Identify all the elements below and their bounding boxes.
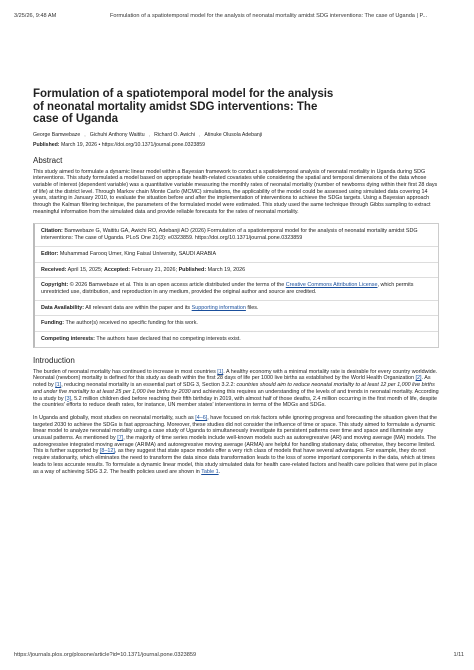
copyright-post: , which permits unrestricted use, distribution, and reproduction in any medium, provided the original author and source are credited. xyxy=(41,282,414,295)
table-1-link[interactable]: Table 1 xyxy=(201,468,219,475)
copyright-label: Copyright: xyxy=(41,282,69,289)
copyright-row xyxy=(35,277,438,299)
reference-link[interactable]: [7] xyxy=(117,435,124,442)
citation-label: Citation: xyxy=(41,228,63,235)
print-footer xyxy=(14,652,464,658)
funding-label: Funding: xyxy=(41,320,65,327)
author-list: George Bamwebaze , Gichuhi Anthony Waititu , Richard O. Awichi , Atinuke Olusola Adebanji xyxy=(33,131,263,138)
data-availability-label: Data Availability: xyxy=(41,304,85,311)
author-link[interactable]: Atinuke Olusola Adebanji xyxy=(204,131,263,138)
received-date: April 15, 2025; xyxy=(67,266,103,273)
received-label: Received: xyxy=(41,266,67,273)
reference-link[interactable]: [2] xyxy=(415,375,422,382)
published-label-2: Published: xyxy=(178,266,207,273)
publication-line: Published: March 19, 2026 • https://doi.org/10.1371/journal.pone.0323859 xyxy=(33,141,205,148)
introduction-heading: Introduction xyxy=(33,355,75,365)
dates-row xyxy=(35,262,438,278)
published-label: Published: xyxy=(33,141,60,148)
competing-interests-row xyxy=(35,331,438,347)
supporting-information-link[interactable]: Supporting information xyxy=(191,304,246,311)
data-availability-row xyxy=(35,300,438,316)
funding-text: The author(s) received no specific funding for this work. xyxy=(65,320,198,327)
published-date: March 19, 2026 xyxy=(60,141,98,148)
intro-paragraph-2: In Uganda and globally, most studies on neonatal mortality, such as [4–6], have focused on risk factors while ignoring progress and forecasting the situation given that the targeted 2030 to achieve the SDGs is fast approaching. Moreover, these studies did not consider the influence of time or space. This study aimed to formulate a dynamic linear model to analyze neonatal mortality using a case study of Uganda to simultaneously investigate its persistent patterns over time and space and illuminate any unusual patterns. As mentioned by [7], the majority of time series models include well-known models such as autoregressive (AR) and moving average (MA) models. The autoregressive integrated moving average (ARIMA) and autoregressive moving average (ARMA) are helpful for handling stationary data; otherwise, they become limited. This is further supported by [8–12], as they suggest that state space models offer a very rich class of models that have several advantages. For example, they do not require stationarity, which eliminates the need to transform the data since data transformation leads to the loss of some important components in the data, which at times leads to less accurate results. To formulate a dynamic linear model, this study simulated data for health care-related factors and health care policies that were put in place as a way of achieving SDG 3.2. The health policies used are shown in Table 1. xyxy=(33,414,438,475)
abstract-text: This study aimed to formulate a dynamic linear model within a Bayesian framework to conduct a spatiotemporal analysis of neonatal mortality in Uganda during SDG interventions. This study formulated a model based on appropriate health-related covariates while considering the spatial and temporal dimensions of the data whose variable of interest (dependent variable) was a quantitative variable measuring the monthly rates of neonatal mortality (number of newborns dying within their first 28 days of life) at the district level. Through Markov chain Monte Carlo (MCMC) simulations, the applicability of the model could be assessed using simulated data covering 14 years, starting in January 2010, to evaluate the situation before and after the implementation of interventions to achieve the SDGs targets. Using a Bayesian approach through the Kalman filtering technique, the parameters of the formulated model were estimated. This study used the same technique through Gibbs sampling to extract meaningful information from the simulated data and provide reliable forecasts for the rates of neonatal mortality. xyxy=(33,168,438,215)
author-link[interactable]: George Bamwebaze xyxy=(33,131,81,138)
reference-link[interactable]: [1] xyxy=(55,382,62,389)
doi-link[interactable]: https://doi.org/10.1371/journal.pone.0323859 xyxy=(101,141,205,148)
print-page-title: Formulation of a spatiotemporal model for the analysis of neonatal mortality amidst SDG interventions: The case of Uganda | P... xyxy=(110,13,428,19)
article-info-box xyxy=(33,223,439,347)
citation-row xyxy=(35,224,438,245)
cc-license-link[interactable]: Creative Commons Attribution License xyxy=(285,282,378,289)
editor-row xyxy=(35,246,438,262)
reference-link[interactable]: [3] xyxy=(65,395,72,402)
competing-interests-text: The authors have declared that no competing interests exist. xyxy=(96,336,241,343)
intro-paragraph-1: The burden of neonatal mortality has continued to increase in most countries [1]. A healthy economy with a minimal mortality rate is desirable for every country worldwide. Neonatal (newborn) mortality is defined for this study as death within the first 28 days of life per 1000 live births as established by the World Health Organization [2]. As noted by [1], reducing neonatal mortality is an essential part of SDG 3, Section 3.2.2: countries should aim to reduce neonatal mortality to at least 12 per 1,000 live births and under five mortality to at least 25 per 1,000 live births by 2030 and achieving this requires an understanding of the levels of and trends in neonatal mortality. According to a study by [3], 5.2 million children died before reaching their fifth birthday in 2019, with almost half of those deaths, 2.4 million occurring in the first month of life, despite the countries' efforts to reduce death rates, for instance, UN member states' interventions in terms of the MDGs and SDGs. xyxy=(33,368,439,409)
funding-row xyxy=(35,315,438,331)
article-body xyxy=(33,88,439,475)
author-link[interactable]: Richard O. Awichi xyxy=(154,131,195,138)
citation-text: Bamwebaze G, Waititu GA, Awichi RO, Adebanji AO (2026) Formulation of a spatiotemporal model for the analysis of neonatal mortality amidst SDG interventions: The case of Uganda. PLoS One 21(3): e0323859. https://doi.org/10.1371/journal.pone.0323859 xyxy=(41,228,418,242)
abstract-heading: Abstract xyxy=(33,155,63,165)
reference-link[interactable]: [4–6] xyxy=(195,414,208,421)
copyright-pre: © 2026 Bamwebaze et al. This is an open access article distributed under the terms of the xyxy=(69,282,285,289)
reference-link[interactable]: [1] xyxy=(217,368,224,375)
reference-link[interactable]: [8–12] xyxy=(99,448,115,455)
competing-interests-label: Competing interests: xyxy=(41,336,95,343)
print-datetime: 3/25/26, 9:48 AM xyxy=(14,13,57,19)
print-page-number: 1/11 xyxy=(453,652,464,658)
accepted-label: Accepted: xyxy=(103,266,130,273)
editor-label: Editor: xyxy=(41,250,59,257)
editor-text: Muhammad Farooq Umer, King Faisal University, SAUDI ARABIA xyxy=(59,250,217,257)
data-availability-post: files. xyxy=(247,304,259,311)
author-link[interactable]: Gichuhi Anthony Waititu xyxy=(89,131,145,138)
sdg-target-italic: countries should aim to reduce neonatal mortality to at least 12 per 1,000 live births and under five mortality to at least 25 per 1,000 live births by 2030 xyxy=(33,382,435,395)
accepted-date: February 21, 2026; xyxy=(131,266,178,273)
published-date-2: March 19, 2026 xyxy=(207,266,246,273)
data-availability-pre: All relevant data are within the paper and its xyxy=(85,304,191,311)
article-title: Formulation of a spatiotemporal model for the analysis of neonatal mortality amidst SDG interventions: The case of Uganda xyxy=(33,88,334,125)
print-url: https://journals.plos.org/plosone/article?id=10.1371/journal.pone.0323859 xyxy=(14,652,197,658)
